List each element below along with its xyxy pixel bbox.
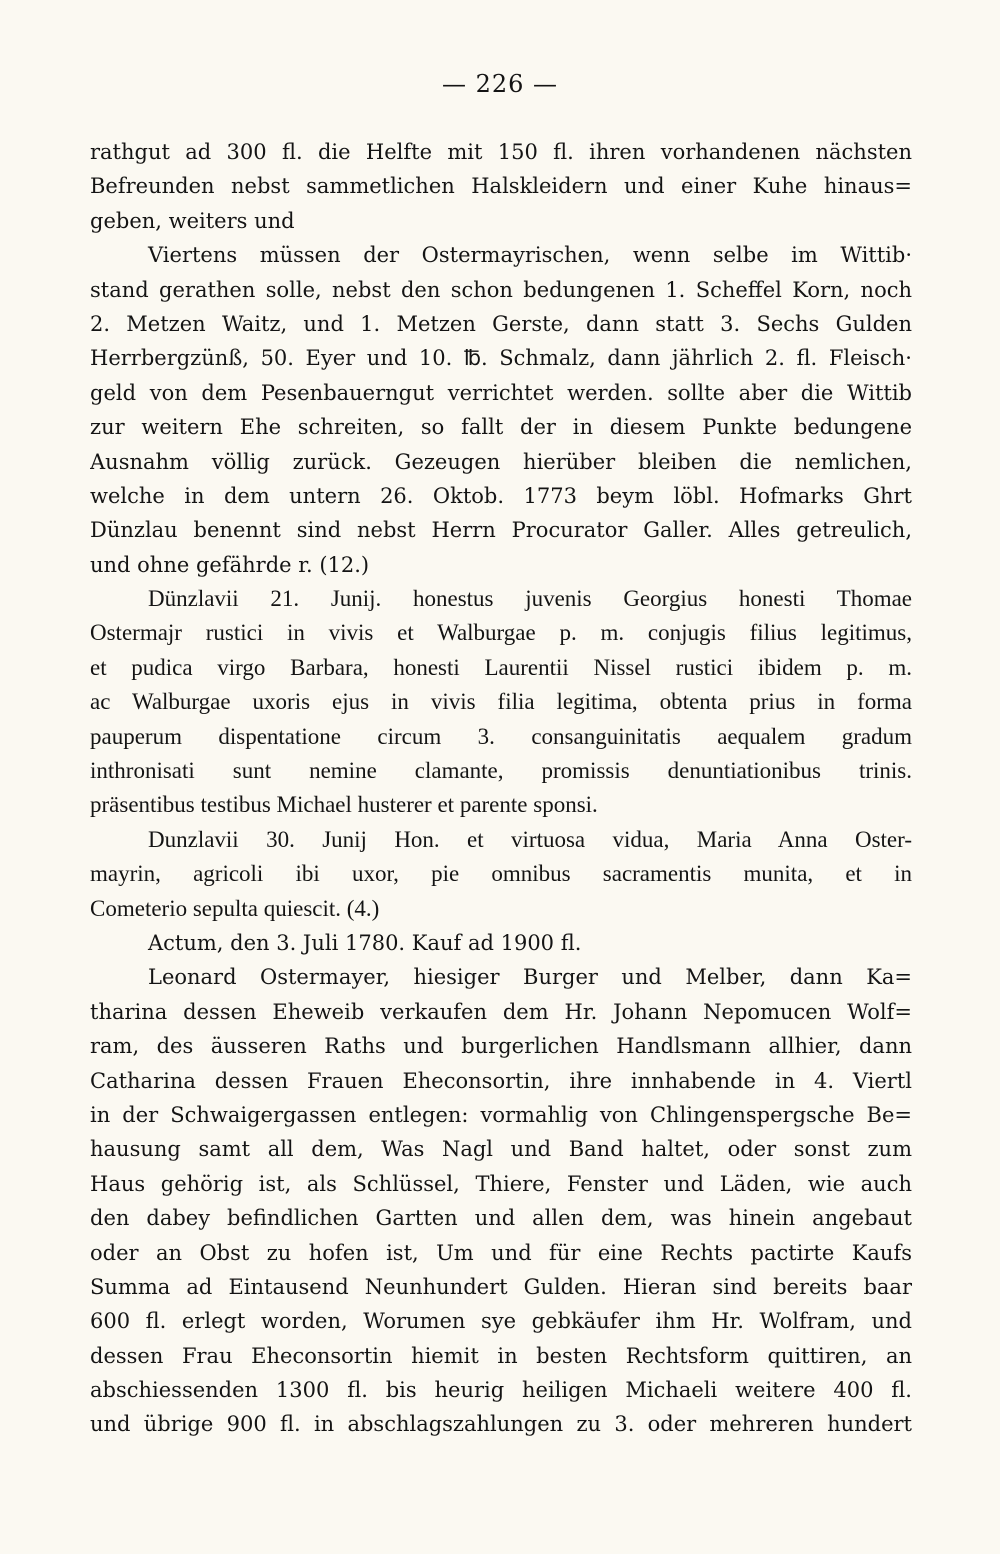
text-line: Dünzlavii 21. Junij. honestus juvenis Georgius honesti Thomae (148, 586, 912, 612)
text-line: Befreunden nebst sammetlichen Halskleidern und einer Kuhe hinaus= (90, 174, 912, 199)
text-line: inthronisati sunt nemine clamante, promissis denuntiationibus trinis. (90, 758, 912, 784)
text-line: oder an Obst zu hofen ist, Um und für eine Rechts pactirte Kaufs (90, 1240, 912, 1265)
text-line: Catharina dessen Frauen Eheconsortin, ihre innhabende in 4. Viertl (90, 1068, 912, 1093)
text-line: ram, des äusseren Raths und burgerlichen Handlsmann allhier, dann (90, 1034, 912, 1059)
text-line: ac Walburgae uxoris ejus in vivis filia legitima, obtenta prius in forma (90, 689, 912, 715)
text-line: hausung samt all dem, Was Nagl und Band haltet, oder sonst zum (90, 1137, 912, 1162)
text-line: präsentibus testibus Michael husterer et parente sponsi. (90, 792, 598, 818)
text-line: und ohne gefährde r. (12.) (90, 552, 370, 577)
body-text (90, 135, 912, 1442)
text-line: geben, weiters und (90, 208, 295, 233)
text-line: in der Schwaigergassen entlegen: vormahlig von Chlingenspergsche Be= (90, 1102, 912, 1127)
text-line: Cometerio sepulta quiescit. (4.) (90, 895, 380, 921)
text-line: welche in dem untern 26. Oktob. 1773 beym löbl. Hofmarks Ghrt (90, 483, 912, 508)
text-line: Actum, den 3. Juli 1780. Kauf ad 1900 fl. (148, 930, 582, 955)
text-line: tharina dessen Eheweib verkaufen dem Hr. Johann Nepomucen Wolf= (90, 999, 912, 1024)
text-line: 2. Metzen Waitz, und 1. Metzen Gerste, dann statt 3. Sechs Gulden (90, 311, 912, 336)
text-line: geld von dem Pesenbauerngut verrichtet werden. sollte aber die Wittib (90, 380, 912, 405)
text-line: et pudica virgo Barbara, honesti Laurentii Nissel rustici ibidem p. m. (90, 654, 912, 680)
text-line: zur weitern Ehe schreiten, so fallt der in diesem Punkte bedungene (90, 415, 912, 440)
page-number: — 226 — (441, 70, 559, 98)
text-line: abschiessenden 1300 fl. bis heurig heiligen Michaeli weitere 400 fl. (90, 1378, 912, 1403)
text-line: den dabey befindlichen Gartten und allen dem, was hinein angebaut (90, 1206, 912, 1231)
text-line: rathgut ad 300 fl. die Helfte mit 150 fl. ihren vorhandenen nächsten (90, 140, 912, 164)
text-line: dessen Frau Eheconsortin hiemit in besten Rechtsform quittiren, an (90, 1343, 912, 1368)
text-line: Ostermajr rustici in vivis et Walburgae p. m. conjugis filius legitimus, (90, 620, 912, 646)
text-line: Haus gehörig ist, als Schlüssel, Thiere, Fenster und Läden, wie auch (90, 1171, 912, 1196)
text-line: stand gerathen solle, nebst den schon bedungenen 1. Scheffel Korn, noch (90, 277, 912, 302)
text-line: mayrin, agricoli ibi uxor, pie omnibus sacramentis munita, et in (90, 861, 912, 887)
text-line: Dunzlavii 30. Junij Hon. et virtuosa vidua, Maria Anna Oster- (148, 826, 912, 852)
text-line: Viertens müssen der Ostermayrischen, wenn selbe im Wittib· (148, 243, 912, 268)
text-line: Ausnahm völlig zurück. Gezeugen hierüber bleiben die nemlichen, (90, 449, 912, 474)
text-line: und übrige 900 fl. in abschlagszahlungen zu 3. oder mehreren hundert (90, 1412, 912, 1437)
text-line: Leonard Ostermayer, hiesiger Burger und Melber, dann Ka= (148, 965, 912, 990)
text-line: Dünzlau benennt sind nebst Herrn Procurator Galler. Alles getreulich, (90, 518, 912, 543)
text-line: pauperum dispentatione circum 3. consanguinitatis aequalem gradum (90, 723, 912, 749)
text-line: Summa ad Eintausend Neunhundert Gulden. Hieran sind bereits baar (90, 1274, 912, 1299)
text-line: Herrbergzünß, 50. Eyer und 10. ℔. Schmalz, dann jährlich 2. fl. Fleisch· (90, 346, 912, 371)
text-line: 600 fl. erlegt worden, Worumen sye gebkäufer ihm Hr. Wolfram, und (90, 1309, 912, 1334)
